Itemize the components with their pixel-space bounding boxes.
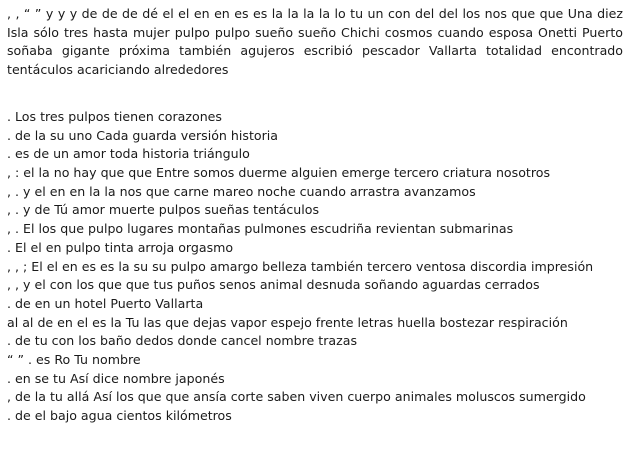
verse-line: al al de en el es la Tu las que dejas vapor espejo frente letras huella bostezar respiración	[7, 314, 568, 330]
intro-paragraph: , , “ ” y y y de de de dé el el en en es es la la la la lo tu un con del del los nos que que Una diez Isla sólo tres hasta mujer pulpo pulpo sueño sueño Chichi cosmos cuando esposa Onetti Puerto soñaba gigante próxima también agujeros escribió pescador Vallarta totalidad encontrado tentáculos acariciando alrededores	[7, 6, 623, 77]
verse-line: , : el la no hay que que Entre somos duerme alguien emerge tercero criatura nosotros	[7, 165, 551, 181]
verse-line: , , y el con los que que tus puños senos animal desnuda soñando aguardas cerrados	[7, 277, 540, 293]
verse-line: . Los tres pulpos tienen corazones	[7, 109, 222, 124]
verse-line: . de tu con los baño dedos donde cancel nombre trazas	[7, 333, 358, 349]
verse-line: . de la su uno Cada guarda versión historia	[7, 127, 278, 143]
verse-line: , . El los que pulpo lugares montañas pulmones escudriña revientan submarinas	[7, 221, 514, 237]
verse-line: “ ” . es Ro Tu nombre	[7, 351, 141, 367]
verse-line: . de el bajo agua cientos kilómetros	[7, 408, 232, 423]
verse-line: , de la tu allá Así los que que ansía corte saben viven cuerpo animales moluscos sumergido	[7, 389, 586, 405]
verse-lines	[7, 108, 627, 426]
verse-line: . de en un hotel Puerto Vallarta	[7, 295, 204, 311]
verse-line: , , ; El el en es es la su su pulpo amargo belleza también tercero ventosa discordia impresión	[7, 258, 594, 274]
verse-line: . El el en pulpo tinta arroja orgasmo	[7, 239, 234, 255]
verse-line: . es de un amor toda historia triángulo	[7, 146, 250, 162]
verse-line: . en se tu Así dice nombre japonés	[7, 370, 225, 386]
verse-line: , . y de Tú amor muerte pulpos sueñas tentáculos	[7, 202, 320, 218]
verse-line: , . y el en en la la nos que carne mareo noche cuando arrastra avanzamos	[7, 183, 476, 199]
